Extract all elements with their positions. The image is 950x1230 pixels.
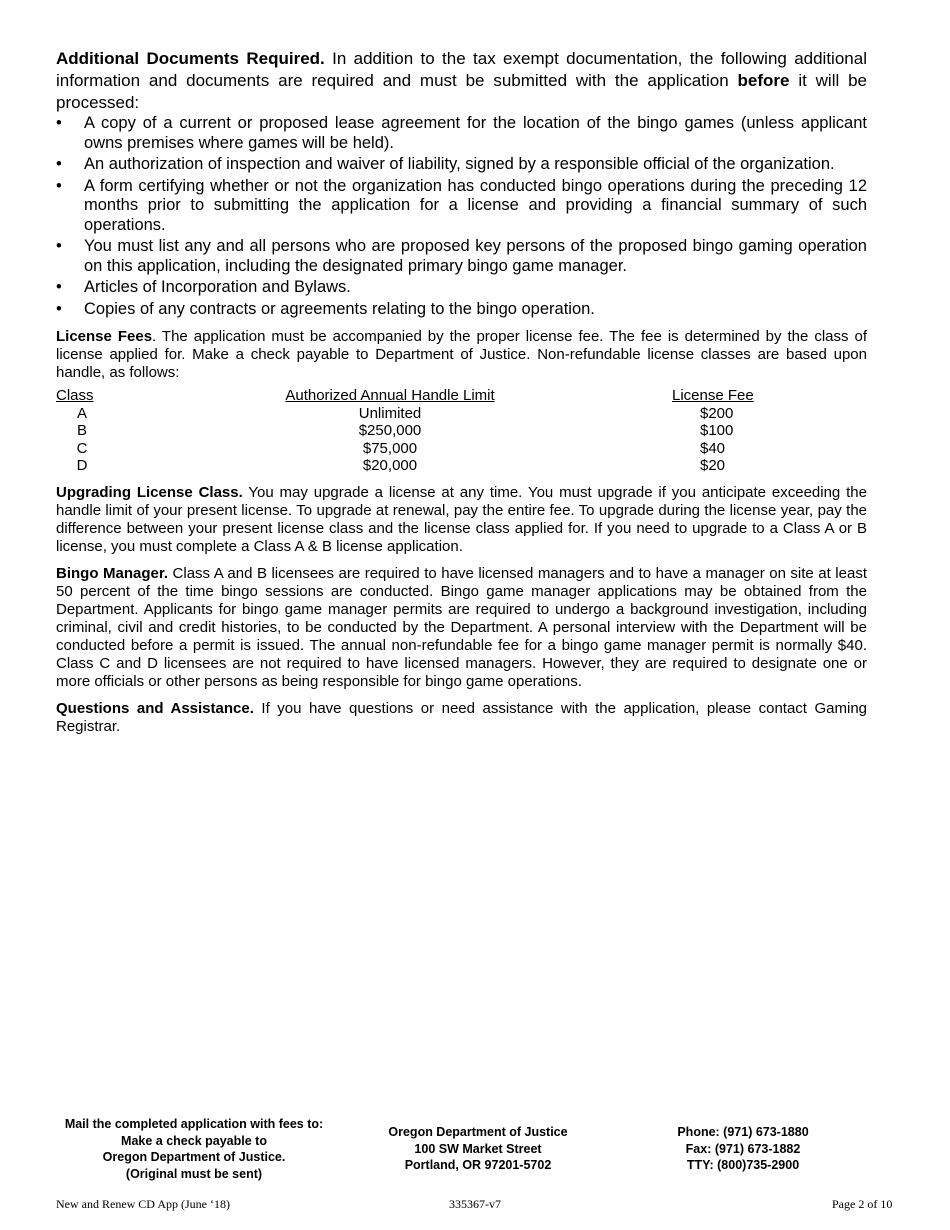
mail-instructions: Mail the completed application with fees to: Make a check payable to Oregon Department of Justice. (Original must be sent) xyxy=(64,1117,324,1181)
contact-info: Phone: (971) 673-1880 Fax: (971) 673-1882 TTY: (800)735-2900 xyxy=(677,1125,809,1172)
intro-paragraph: Additional Documents Required. In addition to the tax exempt documentation, the following additional information and documents are required and must be submitted with the application before it will be processed: xyxy=(56,49,867,112)
mailing-address: Oregon Department of Justice 100 SW Market Street Portland, OR 97201-5702 xyxy=(388,1125,568,1172)
page-content xyxy=(56,48,867,736)
column-header: License Fee xyxy=(672,387,754,404)
questions-paragraph: Questions and Assistance. If you have questions or need assistance with the application, please contact Gaming Registrar. xyxy=(56,699,868,735)
bullet-icon: • xyxy=(56,299,62,318)
list-item: • A copy of a current or proposed lease agreement for the location of the bingo games (unless applicant owns premises where games will be held). xyxy=(56,114,867,152)
form-name: New and Renew CD App (June ‘18) xyxy=(56,1197,230,1211)
bullet-icon: • xyxy=(56,155,62,173)
intro-heading: Additional Documents Required. xyxy=(56,49,325,68)
table-header-row xyxy=(56,387,867,405)
document-id: 335367-v7 xyxy=(449,1197,501,1211)
list-item: • An authorization of inspection and waiver of liability, signed by a responsible official of the organization. xyxy=(56,155,835,173)
bingo-manager-paragraph: Bingo Manager. Class A and B licensees are required to have licensed managers and to have a manager on site at least 50 percent of the time bingo sessions are conducted. Bingo game manager applications may be obtained from the Department. Applicants for bingo game manager permits are required to undergo a background investigation, including criminal, civil and credit histories, to be conducted by the Department. A personal interview with the Department will be conducted before a permit is issued. The annual non-refundable fee for a bingo game manager permit is normally $40. Class C and D licensees are not required to have licensed managers. However, they are required to designate one or more officials or other persons as being responsible for bingo game operations. xyxy=(56,564,867,690)
page-number: Page 2 of 10 xyxy=(832,1197,893,1211)
upgrading-paragraph: Upgrading License Class. You may upgrade a license at any time. You must upgrade if you anticipate exceeding the handle limit of your present license. To upgrade at renewal, pay the entire fee. To upgrade during the license year, pay the difference between your present license class and the license class applied for. If you need to upgrade to a Class A or B license, you must complete a Class A & B license application. xyxy=(56,483,867,555)
table-row: C $75,000 $40 xyxy=(76,439,726,457)
column-header: Class xyxy=(56,387,94,404)
license-fee-table xyxy=(56,387,867,475)
table-row: A Unlimited $200 xyxy=(76,404,734,422)
table-row: B $250,000 $100 xyxy=(76,422,734,439)
list-item: • Articles of Incorporation and Bylaws. xyxy=(56,278,351,296)
column-header: Authorized Annual Handle Limit xyxy=(285,387,495,404)
list-item: • You must list any and all persons who are proposed key persons of the proposed bingo gaming operation on this application, including the designated primary bingo game manager. xyxy=(56,237,867,275)
list-item: • A form certifying whether or not the organization has conducted bingo operations during the preceding 12 months prior to submitting the application for a license and providing a financial summary of such operations. xyxy=(56,176,867,234)
license-fees-paragraph: License Fees. The application must be accompanied by the proper license fee. The fee is determined by the class of license applied for. Make a check payable to Department of Justice. Non-refundable license classes are based upon handle, as follows: xyxy=(56,328,867,381)
bullet-icon: • xyxy=(56,114,62,132)
bullet-icon: • xyxy=(56,237,62,255)
bullet-icon: • xyxy=(56,278,62,296)
list-item: • Copies of any contracts or agreements relating to the bingo operation. xyxy=(56,299,595,318)
required-documents-list xyxy=(56,114,867,319)
bullet-icon: • xyxy=(56,176,62,195)
table-row: D $20,000 $20 xyxy=(76,457,726,474)
